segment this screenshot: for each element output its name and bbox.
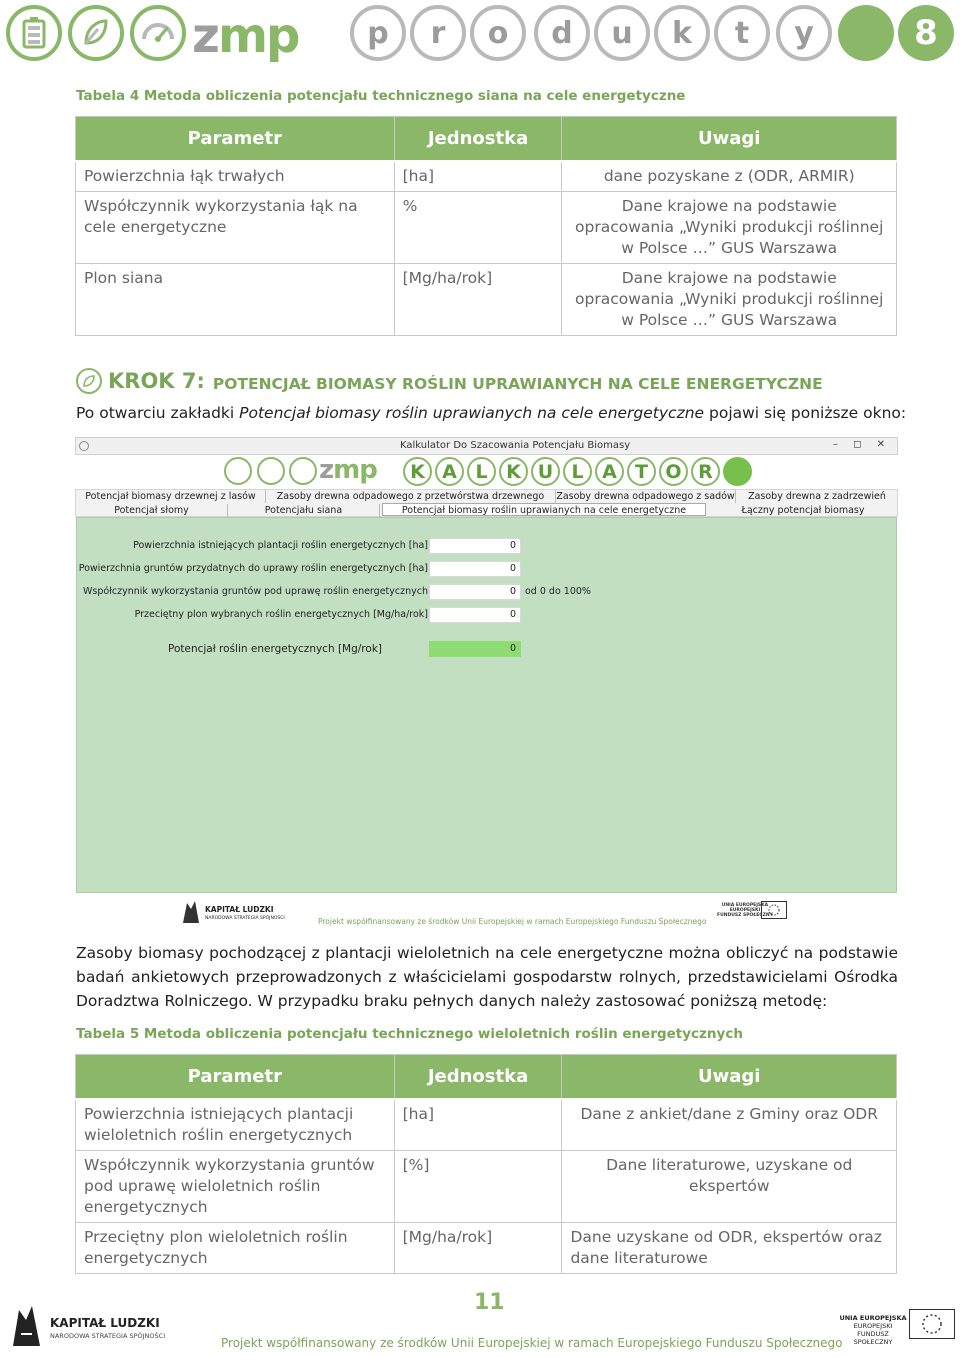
kalkulator-letter: O [659,457,688,486]
letter-circle: d [534,5,590,61]
kl-subtitle: NARODOWA STRATEGIA SPÓJNOŚCI [50,1332,166,1340]
cell: Przeciętny plon wieloletnich roślin energetycznych [76,1222,395,1273]
kalkulator-letter: K [499,457,528,486]
kapital-ludzki-icon [10,1304,44,1348]
cell: dane pozyskane z (ODR, ARMIR) [562,161,897,192]
kalkulator-letter: K [403,457,432,486]
step-number: KROK 7: [108,369,205,393]
page-header [0,0,960,70]
zmp-logo: zmp [319,455,377,485]
letter-circle: t [714,5,770,61]
tab-sloma[interactable]: Potencjał słomy [76,504,228,517]
project-note: Projekt współfinansowany ze środków Unii Europejskiej w ramach Europejskiego Funduszu Społecznego [318,917,707,926]
tab-siano[interactable]: Potencjału siana [228,504,380,517]
intro-after: pojawi się poniższe okno: [704,404,907,422]
area-existing-input[interactable]: 0 [429,538,521,554]
leaf-icon [76,368,102,394]
kalkulator-letter: U [531,457,560,486]
ue-line: UNIA EUROPEJSKA [839,1314,907,1322]
leaf-plug-icon [68,5,124,61]
ue-line: EUROPEJSKI [853,1322,893,1330]
table-row [76,1099,897,1151]
header-parametr: Parametr [76,1055,395,1099]
kapital-ludzki-logo [205,905,285,923]
kl-title: KAPITAŁ LUDZKI [205,905,274,914]
gauge-icon [289,457,317,485]
cell: Dane krajowe na podstawie opracowania „Wyniki produkcji roślinnej w Polsce …” GUS Warszawa [562,263,897,335]
kalkulator-letter: A [435,457,464,486]
result-output: 0 [429,641,521,657]
kl-title: KAPITAŁ LUDZKI [50,1316,160,1330]
kapital-ludzki-logo [10,1304,166,1348]
table-row [76,161,897,192]
header-uwagi: Uwagi [562,117,897,161]
form-panel [76,517,897,893]
ue-label [838,1314,908,1346]
app-window [75,437,898,937]
table-row [76,191,897,263]
letter-circle: p [350,5,406,61]
field-label: Przeciętny plon wybranych roślin energetycznych [Mg/ha/rok] [134,609,428,620]
header-parametr: Parametr [76,117,395,161]
leaf-plug-icon [257,457,285,485]
letter-circle: o [470,5,526,61]
zmp-logo: zmp [192,8,299,64]
app-icon [79,441,89,451]
intro-tab-name: Potencjał biomasy roślin uprawianych na cele energetyczne [239,404,705,422]
gauge-icon [130,5,186,61]
table-row [76,1222,897,1273]
page-number: 11 [474,1290,505,1315]
header-jednostka: Jednostka [394,1055,562,1099]
cell: Dane literaturowe, uzyskane od ekspertów [562,1150,897,1222]
table4-caption: Tabela 4 Metoda obliczenia potencjału technicznego siana na cele energetyczne [76,88,686,104]
kapital-ludzki-icon [181,899,201,925]
kl-subtitle: NARODOWA STRATEGIA SPÓJNOŚCI [205,916,285,921]
field-label: Współczynnik wykorzystania gruntów pod uprawę roślin energetycznych [83,586,428,597]
header-uwagi: Uwagi [562,1055,897,1099]
letter-circle: r [410,5,466,61]
header-jednostka: Jednostka [394,117,562,161]
usage-coefficient-input[interactable]: 0 [429,584,521,600]
intro-text [76,404,906,422]
ue-line: EUROPEJSKI [729,908,761,913]
cell: Współczynnik wykorzystania łąk na cele energetyczne [76,191,395,263]
cell: [Mg/ha/rok] [394,263,562,335]
app-logo-row [75,455,898,489]
kalkulator-letter: A [595,457,624,486]
table5 [75,1054,897,1274]
page-badge: 8 [898,5,954,61]
decor-circle [723,457,752,486]
cell: [ha] [394,1099,562,1151]
step-heading [76,366,823,396]
cell: Powierzchnia łąk trwałych [76,161,395,192]
window-titlebar [75,437,898,455]
kalkulator-letter: R [691,457,720,486]
letter-circle: k [654,5,710,61]
cell: [ha] [394,161,562,192]
decor-circle [838,5,894,61]
field-row [77,584,428,600]
cell: Powierzchnia istniejących plantacji wieloletnich roślin energetycznych [76,1099,395,1151]
cell: Plon siana [76,263,395,335]
tab-sady[interactable]: Zasoby drewna odpadowego z sadów [556,491,735,502]
tab-zadrzewienia[interactable]: Zasoby drewna z zadrzewień [748,491,886,502]
result-label: Potencjał roślin energetycznych [Mg/rok] [168,643,382,655]
tab-laczny[interactable]: Łączny potencjał biomasy [741,505,865,516]
area-suitable-input[interactable]: 0 [429,561,521,577]
cell: Współczynnik wykorzystania gruntów pod uprawę wieloletnich roślin energetycznych [76,1150,395,1222]
table-row [76,263,897,335]
tab-rosliny-energetyczne[interactable]: Potencjał biomasy roślin uprawianych na cele energetyczne [382,503,706,516]
battery-icon [224,457,252,485]
cell: [%] [394,1150,562,1222]
table5-caption: Tabela 5 Metoda obliczenia potencjału technicznego wieloletnich roślin energetycznych [76,1026,743,1042]
body-paragraph: Zasoby biomasy pochodzącej z plantacji wieloletnich na cele energetyczne można obliczyć na podstawie badań ankietowych przeprowadzonych z właścicielami gospodarstw rolnych, przedstawicielami Ośrodka Doradztwa Rolniczego. W przypadku braku pełnych danych należy zastosować poniższą metodę: [76,944,898,1010]
table-header-row [76,1055,897,1099]
cell: Dane krajowe na podstawie opracowania „Wyniki produkcji roślinnej w Polsce …” GUS Warszawa [562,191,897,263]
field-row [77,538,428,554]
eu-flag-icon [909,1309,955,1339]
field-label: Powierzchnia gruntów przydatnych do uprawy roślin energetycznych [ha] [78,563,428,574]
letter-circle: u [594,5,650,61]
table4 [75,116,897,336]
kalkulator-letter: L [563,457,592,486]
result-row [77,641,382,657]
app-footer [75,897,898,937]
field-row [77,607,428,623]
letter-circle: y [776,5,832,61]
step-title: POTENCJAŁ BIOMASY ROŚLIN UPRAWIANYCH NA CELE ENERGETYCZNE [212,375,823,393]
table-row [76,1150,897,1222]
cell: Dane z ankiet/dane z Gminy oraz ODR [562,1099,897,1151]
field-label: Powierzchnia istniejących plantacji roślin energetycznych [ha] [133,540,428,551]
ue-line: FUNDUSZ SPOŁECZNY [717,913,773,918]
intro-before: Po otwarciu zakładki [76,404,240,422]
tab-przetworstwo[interactable]: Zasoby drewna odpadowego z przetwórstwa drzewnego [266,490,556,503]
table-header-row [76,117,897,161]
field-hint: od 0 do 100% [525,586,591,597]
ue-line: UNIA EUROPEJSKA [721,903,769,908]
tab-bar [75,489,898,517]
ue-line: FUNDUSZ SPOŁECZNY [853,1330,893,1346]
kalkulator-letter: L [467,457,496,486]
eu-flag-icon [761,901,787,919]
project-note: Projekt współfinansowany ze środków Unii Europejskiej w ramach Europejskiego Funduszu Społecznego [221,1336,843,1350]
tab-lasy[interactable]: Potencjał biomasy drzewnej z lasów [76,490,266,503]
cell: Dane uzyskane od ODR, ekspertów oraz dane literaturowe [562,1222,897,1273]
field-row [77,561,428,577]
cell: % [394,191,562,263]
battery-icon [6,5,62,61]
window-controls[interactable]: – ◻ ✕ [832,439,891,450]
yield-input[interactable]: 0 [429,607,521,623]
window-title: Kalkulator Do Szacowania Potencjału Biomasy [400,440,631,451]
cell: [Mg/ha/rok] [394,1222,562,1273]
kalkulator-letter: T [627,457,656,486]
